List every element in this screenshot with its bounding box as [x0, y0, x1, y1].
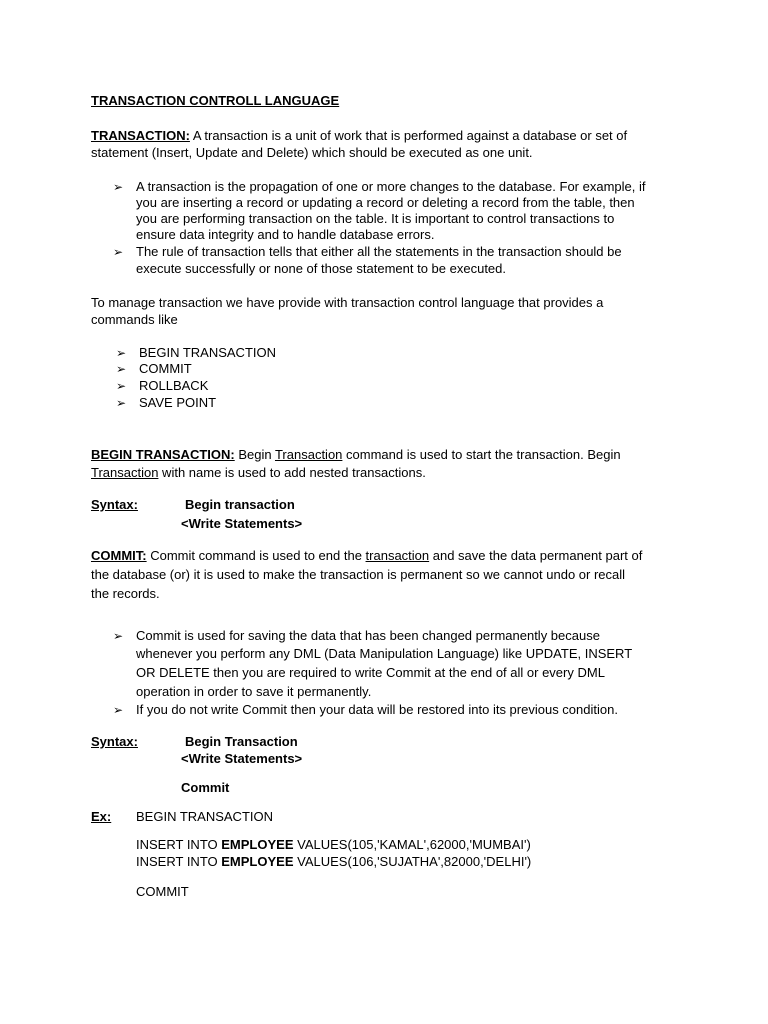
transaction-def-line2: statement (Insert, Update and Delete) which should be executed as one unit. — [91, 145, 533, 160]
document-title: TRANSACTION CONTROLL LANGUAGE — [91, 93, 340, 108]
begin-text-underlined: Transaction — [274, 447, 343, 462]
syntax-code-line: Begin Transaction — [185, 734, 298, 749]
syntax-code-line: Commit — [181, 780, 230, 795]
begin-transaction-line1 — [91, 447, 621, 462]
command-item: BEGIN TRANSACTION — [139, 345, 277, 360]
syntax-label: Syntax: — [91, 734, 138, 749]
commit-heading: COMMIT: — [91, 548, 147, 563]
transaction-bullet-2-line2: execute successfully or none of those statement to be executed. — [136, 261, 506, 276]
example-begin: BEGIN TRANSACTION — [136, 809, 274, 824]
commit-bullet-1-line1: Commit is used for saving the data that has been changed permanently because — [136, 628, 600, 643]
example-insert-2 — [136, 854, 531, 869]
transaction-bullet-2-line1: The rule of transaction tells that either all the statements in the transaction should be — [136, 244, 622, 259]
commit-text-underlined: transaction — [365, 548, 430, 563]
begin-text: command is used to start the transaction. Begin — [342, 447, 621, 462]
example-code: INSERT INTO — [136, 837, 222, 852]
manage-line1: To manage transaction we have provide with transaction control language that provides a — [91, 295, 604, 310]
bullet-arrow-icon: ➢ — [113, 703, 124, 717]
command-item: ROLLBACK — [139, 378, 209, 393]
bullet-arrow-icon: ➢ — [113, 629, 124, 643]
begin-text: with name is used to add nested transactions. — [158, 465, 426, 480]
example-commit: COMMIT — [136, 884, 189, 899]
bullet-arrow-icon: ➢ — [116, 346, 127, 360]
transaction-definition — [91, 128, 627, 143]
commit-line2: the database (or) it is used to make the transaction is permanent so we cannot undo or recall — [91, 567, 626, 582]
example-code: INSERT INTO — [136, 854, 222, 869]
bullet-arrow-icon: ➢ — [116, 362, 127, 376]
commit-line1 — [91, 548, 642, 563]
commit-bullet-2-line1: If you do not write Commit then your data will be restored into its previous condition. — [136, 702, 618, 717]
begin-text: Begin — [234, 447, 275, 462]
bullet-arrow-icon: ➢ — [113, 180, 124, 194]
bullet-arrow-icon: ➢ — [113, 245, 124, 259]
transaction-def-line1: A transaction is a unit of work that is performed against a database or set of — [189, 128, 628, 143]
example-table-name: EMPLOYEE — [221, 854, 294, 869]
bullet-arrow-icon: ➢ — [116, 379, 127, 393]
syntax-code-line: <Write Statements> — [181, 516, 303, 531]
commit-text: and save the data permanent part of — [429, 548, 643, 563]
transaction-bullet-1-line1: A transaction is the propagation of one or more changes to the database. For example, if — [136, 179, 646, 194]
transaction-bullet-1-line2: you are inserting a record or updating a record or deleting a record from the table, then — [136, 195, 635, 210]
example-table-name: EMPLOYEE — [221, 837, 294, 852]
syntax-code-line: <Write Statements> — [181, 751, 303, 766]
commit-bullet-1-line3: OR DELETE then you are required to write Commit at the end of all or every DML — [136, 665, 605, 680]
example-insert-1 — [136, 837, 531, 852]
commit-bullet-1-line2: whenever you perform any DML (Data Manipulation Language) like UPDATE, INSERT — [136, 646, 633, 661]
transaction-bullet-1-line3: you are performing transaction on the table. It is important to control transactions to — [136, 211, 615, 226]
begin-transaction-line2 — [91, 465, 426, 480]
commit-bullet-1-line4: operation in order to save it permanently. — [136, 684, 372, 699]
transaction-bullet-1-line4: ensure data integrity and to handle database errors. — [136, 227, 435, 242]
transaction-heading: TRANSACTION: — [91, 128, 190, 143]
commit-text: Commit command is used to end the — [146, 548, 366, 563]
manage-line2: commands like — [91, 312, 178, 327]
begin-transaction-heading: BEGIN TRANSACTION: — [91, 447, 235, 462]
example-code: VALUES(106,'SUJATHA',82000,'DELHI') — [293, 854, 532, 869]
commit-line3: the records. — [91, 586, 160, 601]
bullet-arrow-icon: ➢ — [116, 396, 127, 410]
command-item: SAVE POINT — [139, 395, 217, 410]
example-label: Ex: — [91, 809, 112, 824]
syntax-code-line: Begin transaction — [185, 497, 295, 512]
example-code: VALUES(105,'KAMAL',62000,'MUMBAI') — [293, 837, 531, 852]
command-item: COMMIT — [139, 361, 192, 376]
syntax-label: Syntax: — [91, 497, 138, 512]
begin-text-underlined: Transaction — [91, 465, 159, 480]
